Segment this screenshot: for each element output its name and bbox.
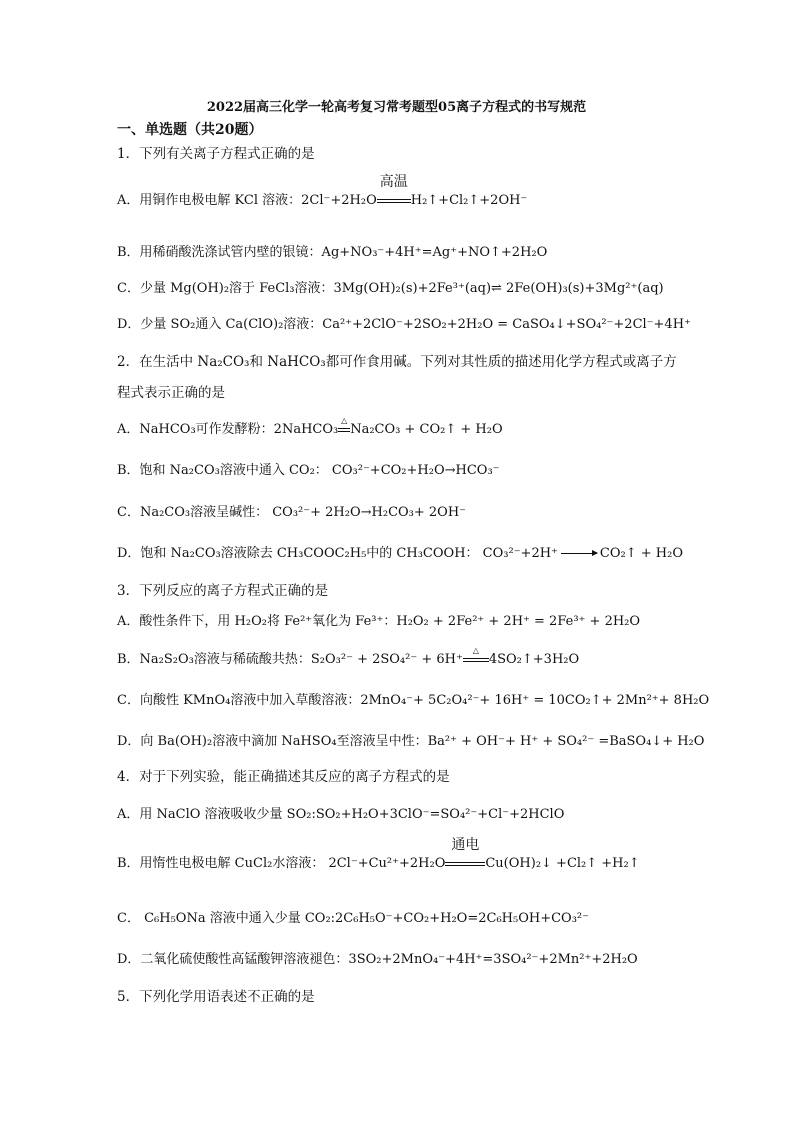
question-2-stem-line1: 2．在生活中 Na₂CO₃和 NaHCO₃都可作食用碱。下列对其性质的描述用化学方程式或离子方: [117, 354, 677, 370]
question-1-option-b: B．用稀硝酸洗涤试管内壁的银镜：Ag+NO₃⁻+4H⁺=Ag⁺+NO↑+2H₂O: [117, 245, 548, 260]
question-2-option-c: C．Na₂CO₃溶液呈碱性： CO₃²⁻+ 2H₂O→H₂CO₃+ 2OH⁻: [117, 505, 467, 520]
option-b-text: B．用惰性电极电解 CuCl₂水溶液： 2Cl⁻+Cu²⁺+2H₂O: [117, 856, 446, 871]
condition-label: 高温: [379, 174, 408, 190]
question-3-option-c: C．向酸性 KMnO₄溶液中加入草酸溶液：2MnO₄⁻+ 5C₂O₄²⁻+ 16H⁺ = 10CO₂↑+ 2Mn²⁺+ 8H₂O: [117, 693, 710, 708]
heat-symbol: △: [341, 416, 348, 425]
option-d-text: D．饱和 Na₂CO₃溶液除去 CH₃COOC₂H₅中的 CH₃COOH： CO₃²⁻+2H⁺: [117, 546, 558, 561]
heat-symbol: △: [472, 646, 479, 655]
option-a-text: A．用铜作电极电解 KCl 溶液：2Cl⁻+2H₂O: [117, 193, 377, 208]
option-b-products: 4SO₂↑+3H₂O: [488, 652, 580, 667]
question-3-stem: 3．下列反应的离子方程式正确的是: [117, 583, 329, 599]
question-1-option-d: D．少量 SO₂通入 Ca(ClO)₂溶液：Ca²⁺+2ClO⁻+2SO₂+2H₂O = CaSO₄↓+SO₄²⁻+2Cl⁻+4H⁺: [117, 317, 691, 332]
question-4-option-a: A．用 NaClO 溶液吸收少量 SO₂:SO₂+H₂O+3ClO⁻=SO₄²⁻+Cl⁻+2HClO: [117, 807, 565, 822]
option-a-products: Na₂CO₃ + CO₂↑ + H₂O: [350, 422, 503, 437]
question-2-option-b: B．饱和 Na₂CO₃溶液中通入 CO₂： CO₃²⁻+CO₂+H₂O→HCO₃⁻: [117, 463, 500, 478]
option-a-products: H₂↑+Cl₂↑+2OH⁻: [410, 193, 528, 208]
question-5-stem: 5．下列化学用语表述不正确的是: [117, 989, 315, 1005]
question-2-option-d: [117, 545, 683, 563]
section-heading: 一、单选题（共20题）: [117, 122, 263, 138]
question-4-option-c: C． C₆H₅ONa 溶液中通入少量 CO₂:2C₆H₅O⁻+CO₂+H₂O=2C₆H₅OH+CO₃²⁻: [117, 911, 589, 926]
question-1-stem: 1．下列有关离子方程式正确的是: [117, 146, 315, 162]
condition-equals: [377, 174, 411, 210]
question-1-option-c: C．少量 Mg(OH)₂溶于 FeCl₃溶液：3Mg(OH)₂(s)+2Fe³⁺(aq)⇌ 2Fe(OH)₃(s)+3Mg²⁺(aq): [117, 281, 664, 296]
option-d-products: CO₂↑ + H₂O: [599, 546, 683, 561]
condition-equals: [338, 416, 350, 439]
option-b-products: Cu(OH)₂↓ +Cl₂↑ +H₂↑: [485, 856, 640, 871]
question-2-stem-line2: 程式表示正确的是: [117, 385, 225, 401]
option-b-text: B．Na₂S₂O₃溶液与稀硫酸共热：S₂O₃²⁻ + 2SO₄²⁻ + 6H⁺: [117, 652, 463, 667]
question-4-option-b: [117, 837, 640, 873]
question-3-option-a: A．酸性条件下，用 H₂O₂将 Fe²⁺氧化为 Fe³⁺：H₂O₂ + 2Fe²⁺ + 2H⁺ = 2Fe³⁺ + 2H₂O: [117, 614, 641, 629]
question-3-option-b: [117, 646, 580, 669]
condition-equals: [445, 837, 485, 873]
question-3-option-d: D．向 Ba(OH)₂溶液中滴加 NaHSO₄至溶液呈中性：Ba²⁺ + OH⁻+ H⁺ + SO₄²⁻ =BaSO₄↓+ H₂O: [117, 734, 705, 749]
condition-label: 通电: [451, 837, 480, 853]
option-a-text: A．NaHCO₃可作发酵粉：2NaHCO₃: [117, 422, 339, 437]
question-4-stem: 4．对于下列实验，能正确描述其反应的离子方程式的是: [117, 769, 450, 785]
question-2-option-a: [117, 416, 503, 439]
reaction-arrow: [561, 553, 597, 554]
question-1-option-a: [117, 174, 528, 210]
condition-equals: [463, 646, 489, 669]
document-title: 2022届高三化学一轮高考复习常考题型05离子方程式的书写规范: [206, 100, 587, 115]
question-4-option-d: D．二氧化硫使酸性高锰酸钾溶液褪色：3SO₂+2MnO₄⁻+4H⁺=3SO₄²⁻+2Mn²⁺+2H₂O: [117, 952, 638, 967]
